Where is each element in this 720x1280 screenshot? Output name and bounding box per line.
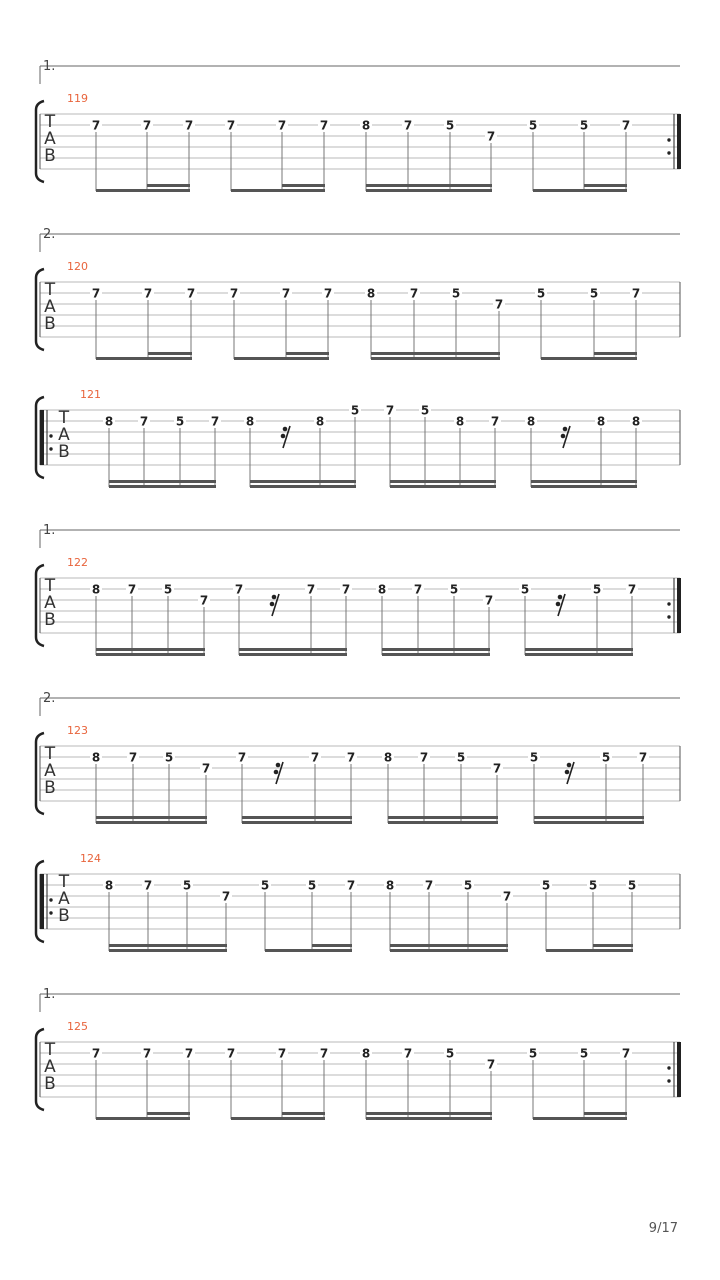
fret-number: 7: [319, 1046, 329, 1061]
eighth-beam: [371, 357, 500, 360]
eighth-beam: [96, 1117, 190, 1120]
eighth-beam: [96, 821, 207, 824]
sixteenth-rest-flag: [558, 595, 563, 600]
fret-number: 7: [486, 1057, 496, 1072]
sixteenth-beam: [148, 352, 192, 355]
eighth-beam: [534, 821, 644, 824]
fret-number: 7: [199, 593, 209, 608]
sixteenth-beam: [390, 944, 508, 947]
tab-clef-a: A: [44, 129, 56, 149]
tab-clef-a: A: [44, 297, 56, 317]
start-repeat-dot: [49, 434, 52, 437]
measure-number: 119: [67, 92, 88, 105]
fret-number: 7: [277, 118, 287, 133]
eighth-beam: [96, 357, 192, 360]
end-repeat-dot: [667, 138, 670, 141]
fret-number: 5: [163, 582, 173, 597]
tab-clef-t: T: [58, 408, 70, 428]
tab-clef-b: B: [58, 442, 70, 462]
fret-number: 7: [494, 297, 504, 312]
fret-number: 7: [346, 878, 356, 893]
start-repeat-thick-bar: [40, 874, 44, 929]
fret-number: 8: [596, 414, 606, 429]
fret-number: 8: [385, 878, 395, 893]
fret-number: 8: [315, 414, 325, 429]
fret-number: 7: [143, 878, 153, 893]
sixteenth-rest-flag: [563, 427, 568, 432]
measure-number: 123: [67, 724, 88, 737]
sixteenth-beam: [594, 352, 637, 355]
fret-number: 7: [621, 118, 631, 133]
end-repeat-dot: [667, 615, 670, 618]
sixteenth-beam: [147, 184, 190, 187]
eighth-beam: [231, 1117, 325, 1120]
fret-number: 7: [341, 582, 351, 597]
fret-number: 7: [306, 582, 316, 597]
sixteenth-beam: [388, 816, 498, 819]
end-repeat-thick-bar: [677, 1042, 681, 1097]
fret-number: 5: [449, 582, 459, 597]
tab-clef-b: B: [44, 146, 56, 166]
sixteenth-beam: [282, 1112, 325, 1115]
measure-number: 120: [67, 260, 88, 273]
fret-number: 5: [182, 878, 192, 893]
fret-number: 7: [201, 761, 211, 776]
fret-number: 7: [139, 414, 149, 429]
fret-number: 7: [226, 118, 236, 133]
eighth-beam: [366, 189, 492, 192]
sixteenth-rest-flag: [274, 770, 279, 775]
fret-number: 5: [175, 414, 185, 429]
tab-clef-t: T: [58, 872, 70, 892]
sixteenth-beam: [239, 648, 347, 651]
sixteenth-beam: [109, 944, 227, 947]
fret-number: 7: [210, 414, 220, 429]
volta-label: 2.: [43, 227, 56, 242]
fret-number: 5: [601, 750, 611, 765]
eighth-beam: [533, 189, 627, 192]
fret-number: 8: [455, 414, 465, 429]
fret-number: 7: [413, 582, 423, 597]
sixteenth-rest-flag: [281, 434, 286, 439]
eighth-beam: [242, 821, 352, 824]
fret-number: 7: [486, 129, 496, 144]
eighth-beam: [239, 653, 347, 656]
sixteenth-beam: [382, 648, 490, 651]
tab-clef-b: B: [44, 314, 56, 334]
sixteenth-beam: [593, 944, 633, 947]
fret-number: 7: [385, 403, 395, 418]
sixteenth-beam: [286, 352, 329, 355]
fret-number: 8: [91, 582, 101, 597]
end-repeat-dot: [667, 1066, 670, 1069]
fret-number: 7: [346, 750, 356, 765]
fret-number: 8: [104, 878, 114, 893]
fret-number: 7: [128, 750, 138, 765]
fret-number: 8: [383, 750, 393, 765]
fret-number: 7: [229, 286, 239, 301]
sixteenth-beam: [366, 1112, 492, 1115]
start-repeat-dot: [49, 898, 52, 901]
fret-number: 8: [526, 414, 536, 429]
fret-number: 7: [221, 889, 231, 904]
start-repeat-dot: [49, 447, 52, 450]
eighth-beam: [525, 653, 633, 656]
fret-number: 5: [350, 403, 360, 418]
fret-number: 7: [310, 750, 320, 765]
sixteenth-beam: [366, 184, 492, 187]
sixteenth-rest-flag: [272, 595, 277, 600]
sixteenth-beam: [282, 184, 325, 187]
fret-number: 5: [445, 118, 455, 133]
tab-clef-a: A: [44, 1057, 56, 1077]
fret-number: 7: [323, 286, 333, 301]
tab-clef-a: A: [44, 761, 56, 781]
sixteenth-beam: [109, 480, 216, 483]
fret-number: 7: [502, 889, 512, 904]
fret-number: 5: [456, 750, 466, 765]
fret-number: 5: [451, 286, 461, 301]
eighth-beam: [366, 1117, 492, 1120]
fret-number: 7: [184, 1046, 194, 1061]
sixteenth-rest-flag: [567, 763, 572, 768]
fret-number: 5: [588, 878, 598, 893]
fret-number: 7: [127, 582, 137, 597]
sixteenth-rest-flag: [561, 434, 566, 439]
fret-number: 5: [445, 1046, 455, 1061]
eighth-beam: [531, 485, 637, 488]
eighth-beam: [533, 1117, 627, 1120]
start-repeat-thick-bar: [40, 410, 44, 465]
fret-number: 7: [403, 118, 413, 133]
fret-number: 7: [184, 118, 194, 133]
sixteenth-beam: [147, 1112, 190, 1115]
measure-number: 122: [67, 556, 88, 569]
fret-number: 5: [579, 118, 589, 133]
fret-number: 8: [245, 414, 255, 429]
fret-number: 5: [529, 750, 539, 765]
fret-number: 5: [463, 878, 473, 893]
fret-number: 7: [237, 750, 247, 765]
fret-number: 5: [420, 403, 430, 418]
tab-clef-t: T: [44, 1040, 56, 1060]
fret-number: 7: [142, 118, 152, 133]
fret-number: 7: [277, 1046, 287, 1061]
fret-number: 5: [536, 286, 546, 301]
fret-number: 5: [589, 286, 599, 301]
fret-number: 7: [621, 1046, 631, 1061]
fret-number: 7: [409, 286, 419, 301]
eighth-beam: [96, 189, 190, 192]
end-repeat-dot: [667, 1079, 670, 1082]
eighth-beam: [250, 485, 356, 488]
sixteenth-beam: [525, 648, 633, 651]
volta-label: 1.: [43, 523, 56, 538]
fret-number: 8: [91, 750, 101, 765]
fret-number: 5: [260, 878, 270, 893]
eighth-beam: [390, 949, 508, 952]
sixteenth-beam: [531, 480, 637, 483]
fret-number: 7: [631, 286, 641, 301]
fret-number: 7: [424, 878, 434, 893]
volta-label: 1.: [43, 59, 56, 74]
eighth-beam: [109, 949, 227, 952]
tab-clef-t: T: [44, 280, 56, 300]
sixteenth-beam: [371, 352, 500, 355]
sixteenth-beam: [390, 480, 496, 483]
fret-number: 7: [186, 286, 196, 301]
sixteenth-beam: [242, 816, 352, 819]
fret-number: 5: [520, 582, 530, 597]
end-repeat-dot: [667, 602, 670, 605]
fret-number: 7: [319, 118, 329, 133]
tab-clef-b: B: [44, 778, 56, 798]
fret-number: 7: [638, 750, 648, 765]
volta-label: 1.: [43, 987, 56, 1002]
fret-number: 5: [528, 118, 538, 133]
eighth-beam: [388, 821, 498, 824]
eighth-beam: [109, 485, 216, 488]
end-repeat-dot: [667, 151, 670, 154]
fret-number: 5: [307, 878, 317, 893]
eighth-beam: [382, 653, 490, 656]
tab-clef-a: A: [44, 593, 56, 613]
sixteenth-beam: [312, 944, 352, 947]
fret-number: 7: [490, 414, 500, 429]
volta-label: 2.: [43, 691, 56, 706]
sixteenth-beam: [96, 648, 205, 651]
fret-number: 7: [492, 761, 502, 776]
tab-clef-a: A: [58, 425, 70, 445]
fret-number: 7: [234, 582, 244, 597]
fret-number: 7: [403, 1046, 413, 1061]
fret-number: 5: [592, 582, 602, 597]
measure-number: 125: [67, 1020, 88, 1033]
fret-number: 7: [226, 1046, 236, 1061]
fret-number: 5: [541, 878, 551, 893]
fret-number: 7: [91, 286, 101, 301]
eighth-beam: [541, 357, 637, 360]
fret-number: 7: [142, 1046, 152, 1061]
eighth-beam: [96, 653, 205, 656]
measure-number: 124: [80, 852, 101, 865]
eighth-beam: [546, 949, 633, 952]
fret-number: 7: [484, 593, 494, 608]
eighth-beam: [265, 949, 352, 952]
fret-number: 8: [361, 118, 371, 133]
sixteenth-beam: [250, 480, 356, 483]
fret-number: 7: [627, 582, 637, 597]
sixteenth-rest-flag: [276, 763, 281, 768]
page-number: 9/17: [648, 1221, 678, 1236]
eighth-beam: [234, 357, 329, 360]
fret-number: 7: [91, 118, 101, 133]
fret-number: 8: [377, 582, 387, 597]
end-repeat-thick-bar: [677, 114, 681, 169]
eighth-beam: [390, 485, 496, 488]
tab-clef-t: T: [44, 576, 56, 596]
measure-number: 121: [80, 388, 101, 401]
sixteenth-rest-flag: [565, 770, 570, 775]
sixteenth-beam: [96, 816, 207, 819]
fret-number: 7: [143, 286, 153, 301]
start-repeat-dot: [49, 911, 52, 914]
fret-number: 7: [91, 1046, 101, 1061]
fret-number: 5: [164, 750, 174, 765]
tab-clef-b: B: [44, 610, 56, 630]
fret-number: 8: [361, 1046, 371, 1061]
tab-clef-t: T: [44, 744, 56, 764]
fret-number: 8: [104, 414, 114, 429]
tab-clef-a: A: [58, 889, 70, 909]
fret-number: 8: [366, 286, 376, 301]
fret-number: 5: [579, 1046, 589, 1061]
sixteenth-beam: [534, 816, 644, 819]
sixteenth-rest-flag: [283, 427, 288, 432]
tab-clef-t: T: [44, 112, 56, 132]
tab-clef-b: B: [58, 906, 70, 926]
fret-number: 5: [627, 878, 637, 893]
sixteenth-beam: [584, 1112, 627, 1115]
tab-clef-b: B: [44, 1074, 56, 1094]
eighth-beam: [231, 189, 325, 192]
sixteenth-rest-flag: [270, 602, 275, 607]
sixteenth-rest-flag: [556, 602, 561, 607]
fret-number: 7: [281, 286, 291, 301]
fret-number: 5: [528, 1046, 538, 1061]
end-repeat-thick-bar: [677, 578, 681, 633]
fret-number: 8: [631, 414, 641, 429]
sixteenth-beam: [584, 184, 627, 187]
fret-number: 7: [419, 750, 429, 765]
